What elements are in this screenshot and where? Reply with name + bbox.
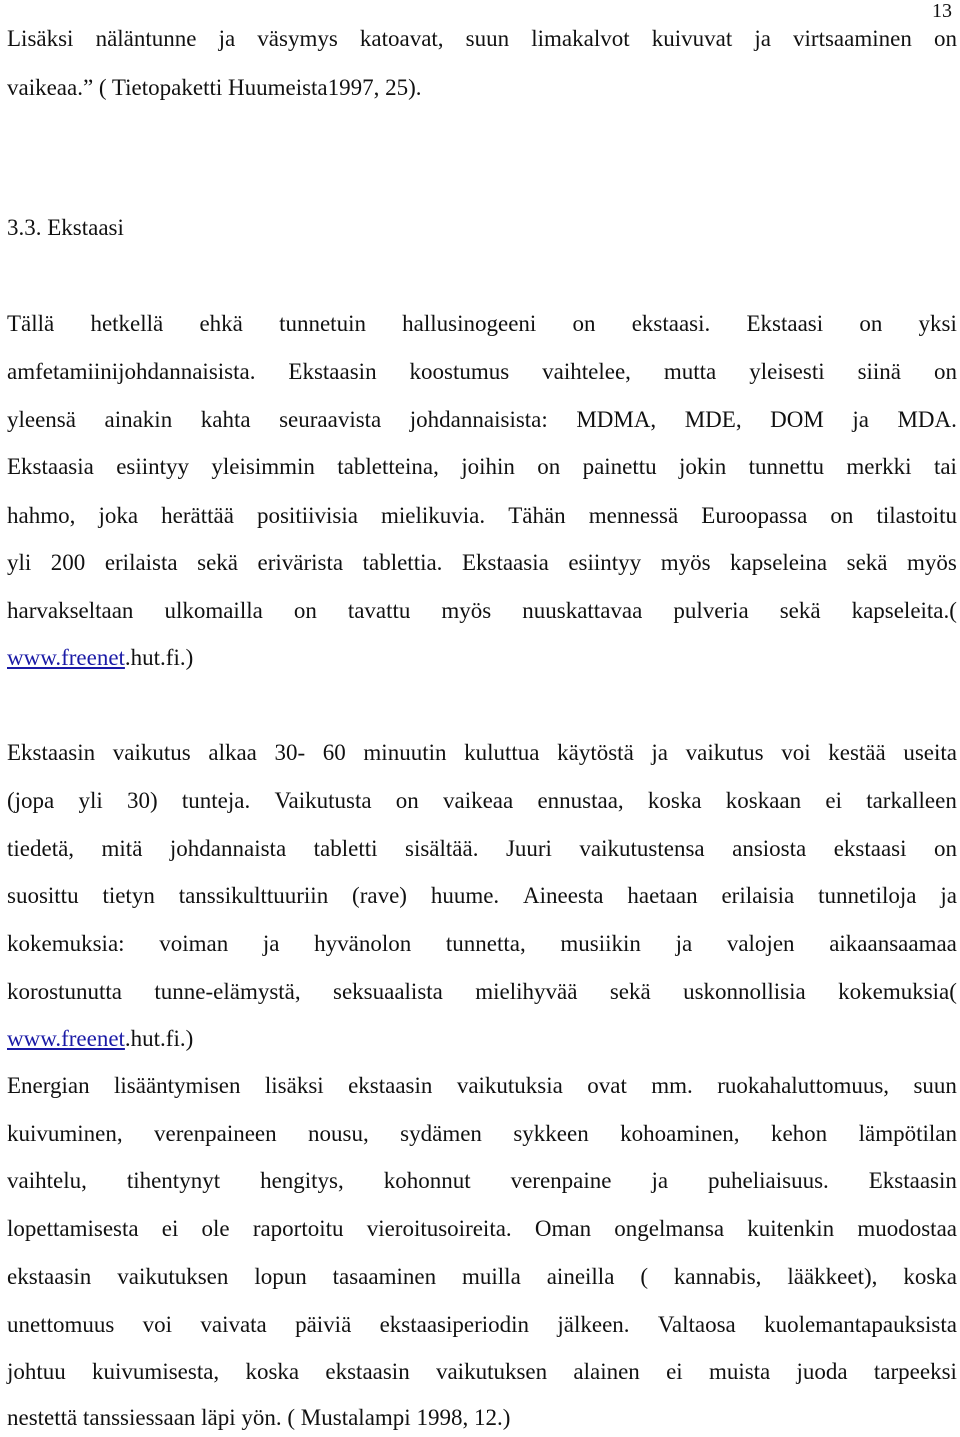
word: suun bbox=[465, 26, 510, 51]
word: lopettamisesta bbox=[7, 1216, 139, 1241]
word: verenpaine bbox=[510, 1168, 612, 1193]
word: sydämen bbox=[400, 1121, 482, 1146]
text-line bbox=[7, 643, 957, 673]
word: alainen bbox=[573, 1359, 640, 1384]
text-line bbox=[7, 881, 957, 911]
word: vaikutustensa bbox=[579, 836, 705, 861]
word: johdannaista bbox=[169, 836, 287, 861]
word: juoda bbox=[796, 1359, 848, 1384]
link-suffix: .hut.fi.) bbox=[124, 1026, 194, 1051]
word: ekstaasin bbox=[325, 1359, 410, 1384]
word: vaikutuksia bbox=[456, 1073, 563, 1098]
word: yleisesti bbox=[749, 359, 825, 384]
word: 30) bbox=[126, 788, 158, 813]
word: johdannaisista: bbox=[409, 407, 548, 432]
word: joihin bbox=[461, 454, 515, 479]
word: lämpötilan bbox=[858, 1121, 957, 1146]
word: päiviä bbox=[295, 1312, 352, 1337]
word: minuutin bbox=[363, 740, 447, 765]
word: amfetamiinijohdannaisista. bbox=[7, 359, 256, 384]
word: alkaa bbox=[208, 740, 257, 765]
word: 30- bbox=[274, 740, 306, 765]
word: ekstaasin bbox=[7, 1264, 92, 1289]
word: tabletti bbox=[313, 836, 378, 861]
word: hallusinogeeni bbox=[402, 311, 537, 336]
word: ekstaasiperiodin bbox=[379, 1312, 530, 1337]
link-suffix: .hut.fi.) bbox=[124, 645, 194, 670]
word: lääkkeet), bbox=[787, 1264, 878, 1289]
word: hengitys, bbox=[260, 1168, 344, 1193]
word: Vaikutusta bbox=[274, 788, 372, 813]
word: raportoitu bbox=[252, 1216, 344, 1241]
word: nousu, bbox=[308, 1121, 369, 1146]
word: uskonnollisia bbox=[683, 979, 806, 1004]
word: yli bbox=[7, 550, 32, 575]
word: lisääntymisen bbox=[114, 1073, 241, 1098]
word: joka bbox=[98, 503, 139, 528]
word: Valtaosa bbox=[657, 1312, 736, 1337]
word: tarpeeksi bbox=[873, 1359, 957, 1384]
word: kokemuksia( bbox=[838, 979, 957, 1004]
word: MDE, bbox=[684, 407, 742, 432]
word: koskaan bbox=[725, 788, 802, 813]
word: Ekstaasi bbox=[746, 311, 824, 336]
word: (jopa bbox=[7, 788, 55, 813]
text-line: nestettä tanssiessaan läpi yön. ( Mustalampi 1998, 12.) bbox=[7, 1405, 511, 1430]
word: erilaista bbox=[104, 550, 178, 575]
word: nuuskattavaa bbox=[522, 598, 643, 623]
text-line bbox=[7, 309, 957, 339]
word: MDMA, bbox=[576, 407, 657, 432]
word: 200 bbox=[50, 550, 86, 575]
word: vaihtelee, bbox=[542, 359, 631, 384]
word: yksi bbox=[918, 311, 957, 336]
word: siinä bbox=[857, 359, 902, 384]
word: haetaan bbox=[627, 883, 698, 908]
word: kapseleita.( bbox=[851, 598, 957, 623]
word: unettomuus bbox=[7, 1312, 115, 1337]
word: ja bbox=[651, 740, 669, 765]
word: vaivata bbox=[200, 1312, 267, 1337]
word: merkki bbox=[846, 454, 912, 479]
word: muilla bbox=[462, 1264, 521, 1289]
word: kokemuksia: bbox=[7, 931, 125, 956]
word: huume. bbox=[430, 883, 500, 908]
section-heading: 3.3. Ekstaasi bbox=[7, 215, 124, 240]
word: esiintyy bbox=[568, 550, 642, 575]
word: ruokahaluttomuus, bbox=[717, 1073, 890, 1098]
word: ja bbox=[218, 26, 236, 51]
word: 60 bbox=[322, 740, 346, 765]
word: yleensä bbox=[7, 407, 76, 432]
word: virtsaaminen bbox=[793, 26, 912, 51]
word: tablettia. bbox=[362, 550, 443, 575]
word: aikaansaamaa bbox=[829, 931, 957, 956]
word: myös bbox=[660, 550, 711, 575]
word: koska bbox=[903, 1264, 957, 1289]
word: muista bbox=[708, 1359, 771, 1384]
word: vaikutus bbox=[685, 740, 764, 765]
word: tanssikulttuuriin bbox=[178, 883, 329, 908]
text-line bbox=[7, 1119, 957, 1149]
word: kapseleina bbox=[730, 550, 828, 575]
word: Energian bbox=[7, 1073, 90, 1098]
text-line bbox=[7, 929, 957, 959]
word: ulkomailla bbox=[164, 598, 263, 623]
text-line bbox=[7, 24, 957, 54]
word: kehon bbox=[770, 1121, 828, 1146]
text-line bbox=[7, 1357, 957, 1387]
word: Euroopassa bbox=[701, 503, 808, 528]
text-line bbox=[7, 596, 957, 626]
freenet-link[interactable]: www.freenet bbox=[7, 1026, 125, 1051]
word: kannabis, bbox=[673, 1264, 762, 1289]
word: erivärista bbox=[257, 550, 344, 575]
word: sisältää. bbox=[405, 836, 479, 861]
word: seksuaalista bbox=[333, 979, 443, 1004]
word: mielikuvia. bbox=[381, 503, 486, 528]
word: mitä bbox=[101, 836, 143, 861]
text-line bbox=[7, 1310, 957, 1340]
word: mennessä bbox=[588, 503, 679, 528]
word: ja bbox=[651, 1168, 669, 1193]
word: tilastoitu bbox=[876, 503, 957, 528]
word: myös bbox=[907, 550, 957, 575]
word: sekä bbox=[846, 550, 888, 575]
word: korostunutta bbox=[7, 979, 122, 1004]
word: Ekstaasia bbox=[461, 550, 549, 575]
word: tavattu bbox=[347, 598, 411, 623]
word: pulveria bbox=[673, 598, 749, 623]
text-line bbox=[7, 977, 957, 1007]
word: yleisimmin bbox=[211, 454, 315, 479]
word: (rave) bbox=[352, 883, 407, 908]
word: ( bbox=[640, 1264, 648, 1289]
word: ekstaasi. bbox=[631, 311, 711, 336]
word: tunnetuin bbox=[279, 311, 366, 336]
word: johtuu bbox=[7, 1359, 66, 1384]
word: katoavat, bbox=[359, 26, 444, 51]
text-line bbox=[7, 357, 957, 387]
word: Juuri bbox=[505, 836, 552, 861]
word: ei bbox=[161, 1216, 179, 1241]
text-line bbox=[7, 501, 957, 531]
word: suosittu bbox=[7, 883, 79, 908]
word: kohoaminen, bbox=[620, 1121, 740, 1146]
word: suun bbox=[913, 1073, 957, 1098]
word: sekä bbox=[609, 979, 651, 1004]
word: herättää bbox=[161, 503, 234, 528]
word: vaikutus bbox=[112, 740, 191, 765]
word: vaikutuksen bbox=[117, 1264, 229, 1289]
word: vaihtelu, bbox=[7, 1168, 87, 1193]
word: puheliaisuus. bbox=[708, 1168, 829, 1193]
word: ja bbox=[262, 931, 280, 956]
word: kuivuvat bbox=[651, 26, 733, 51]
word: ja bbox=[675, 931, 693, 956]
word: tunnetta, bbox=[445, 931, 526, 956]
word: jälkeen. bbox=[557, 1312, 630, 1337]
word: koska bbox=[245, 1359, 300, 1384]
word: useita bbox=[903, 740, 957, 765]
word: yli bbox=[78, 788, 103, 813]
word: Tällä bbox=[7, 311, 55, 336]
word: sykkeen bbox=[513, 1121, 589, 1146]
word: hyvänolon bbox=[314, 931, 412, 956]
text-line bbox=[7, 1071, 957, 1101]
word: ansiosta bbox=[732, 836, 807, 861]
word: tunteja. bbox=[181, 788, 251, 813]
word: koska bbox=[647, 788, 702, 813]
word: ovat bbox=[587, 1073, 627, 1098]
word: painettu bbox=[582, 454, 657, 479]
freenet-link[interactable]: www.freenet bbox=[7, 645, 125, 670]
word: jokin bbox=[679, 454, 727, 479]
word: koostumus bbox=[409, 359, 510, 384]
word: Ekstaasin bbox=[868, 1168, 957, 1193]
word: mutta bbox=[663, 359, 717, 384]
word: tai bbox=[933, 454, 957, 479]
text-line bbox=[7, 1166, 957, 1196]
word: MDA. bbox=[897, 407, 957, 432]
word: lisäksi bbox=[264, 1073, 324, 1098]
word: kohonnut bbox=[383, 1168, 471, 1193]
word: limakalvot bbox=[531, 26, 630, 51]
word: sekä bbox=[779, 598, 821, 623]
word: kestää bbox=[828, 740, 886, 765]
word: vaikeaa bbox=[442, 788, 514, 813]
word: mm. bbox=[651, 1073, 693, 1098]
word: voi bbox=[142, 1312, 173, 1337]
word: on bbox=[830, 503, 854, 528]
word: esiintyy bbox=[116, 454, 190, 479]
word: hahmo, bbox=[7, 503, 76, 528]
word: tihentynyt bbox=[126, 1168, 221, 1193]
word: tasaaminen bbox=[332, 1264, 437, 1289]
word: ja bbox=[940, 883, 957, 908]
word: kuolemantapauksista bbox=[764, 1312, 957, 1337]
word: vieroitusoireita. bbox=[366, 1216, 512, 1241]
text-line bbox=[7, 1024, 957, 1054]
word: musiikin bbox=[560, 931, 641, 956]
page-number: 13 bbox=[932, 0, 952, 22]
word: aineilla bbox=[546, 1264, 615, 1289]
word: hetkellä bbox=[90, 311, 164, 336]
word: Tähän bbox=[508, 503, 566, 528]
word: lopun bbox=[254, 1264, 307, 1289]
word: seuraavista bbox=[279, 407, 382, 432]
word: ole bbox=[201, 1216, 230, 1241]
text-line bbox=[7, 405, 957, 435]
word: tunnettu bbox=[748, 454, 825, 479]
word: Ekstaasia bbox=[7, 454, 94, 479]
word: väsymys bbox=[257, 26, 338, 51]
word: Ekstaasin bbox=[7, 740, 96, 765]
word: sekä bbox=[197, 550, 238, 575]
word: on bbox=[537, 454, 561, 479]
word: on bbox=[934, 836, 957, 861]
word: kahta bbox=[200, 407, 251, 432]
word: DOM bbox=[770, 407, 824, 432]
word: ennustaa, bbox=[537, 788, 624, 813]
word: verenpaineen bbox=[154, 1121, 277, 1146]
word: harvakseltaan bbox=[7, 598, 134, 623]
word: Oman bbox=[534, 1216, 592, 1241]
word: Lisäksi bbox=[7, 26, 74, 51]
text-line bbox=[7, 738, 957, 768]
word: näläntunne bbox=[95, 26, 197, 51]
text-line bbox=[7, 834, 957, 864]
word: valojen bbox=[726, 931, 795, 956]
text-line: vaikeaa.” ( Tietopaketti Huumeista1997, 25). bbox=[7, 75, 422, 100]
text-line bbox=[7, 452, 957, 482]
text-line bbox=[7, 1262, 957, 1292]
text-line bbox=[7, 786, 957, 816]
word: kuivumisesta, bbox=[92, 1359, 220, 1384]
word: ehkä bbox=[199, 311, 243, 336]
word: tarkalleen bbox=[866, 788, 957, 813]
word: ei bbox=[825, 788, 842, 813]
word: käytöstä bbox=[557, 740, 634, 765]
word: on bbox=[933, 359, 957, 384]
word: ekstaasi bbox=[833, 836, 907, 861]
word: on bbox=[395, 788, 419, 813]
word: tunnetiloja bbox=[818, 883, 917, 908]
word: ja bbox=[754, 26, 771, 51]
word: tunne-elämystä, bbox=[154, 979, 301, 1004]
word: ongelmansa bbox=[614, 1216, 725, 1241]
word: positiivisia bbox=[256, 503, 358, 528]
word: erilaisia bbox=[721, 883, 795, 908]
word: kuitenkin bbox=[747, 1216, 835, 1241]
word: kuluttua bbox=[464, 740, 540, 765]
word: ainakin bbox=[104, 407, 173, 432]
word: ei bbox=[666, 1359, 683, 1384]
word: mielihyvää bbox=[475, 979, 578, 1004]
word: ekstaasin bbox=[348, 1073, 433, 1098]
word: on bbox=[859, 311, 883, 336]
word: Ekstaasin bbox=[288, 359, 377, 384]
word: on bbox=[293, 598, 317, 623]
word: voi bbox=[781, 740, 811, 765]
word: tietyn bbox=[102, 883, 155, 908]
word: ja bbox=[852, 407, 869, 432]
word: tabletteina, bbox=[337, 454, 439, 479]
word: on bbox=[572, 311, 596, 336]
word: tiedetä, bbox=[7, 836, 75, 861]
word: voiman bbox=[159, 931, 229, 956]
word: muodostaa bbox=[857, 1216, 957, 1241]
word: on bbox=[933, 26, 957, 51]
text-line bbox=[7, 548, 957, 578]
word: kuivuminen, bbox=[7, 1121, 123, 1146]
word: vaikutuksen bbox=[435, 1359, 548, 1384]
text-line bbox=[7, 1214, 957, 1244]
word: myös bbox=[441, 598, 492, 623]
word: Aineesta bbox=[523, 883, 604, 908]
